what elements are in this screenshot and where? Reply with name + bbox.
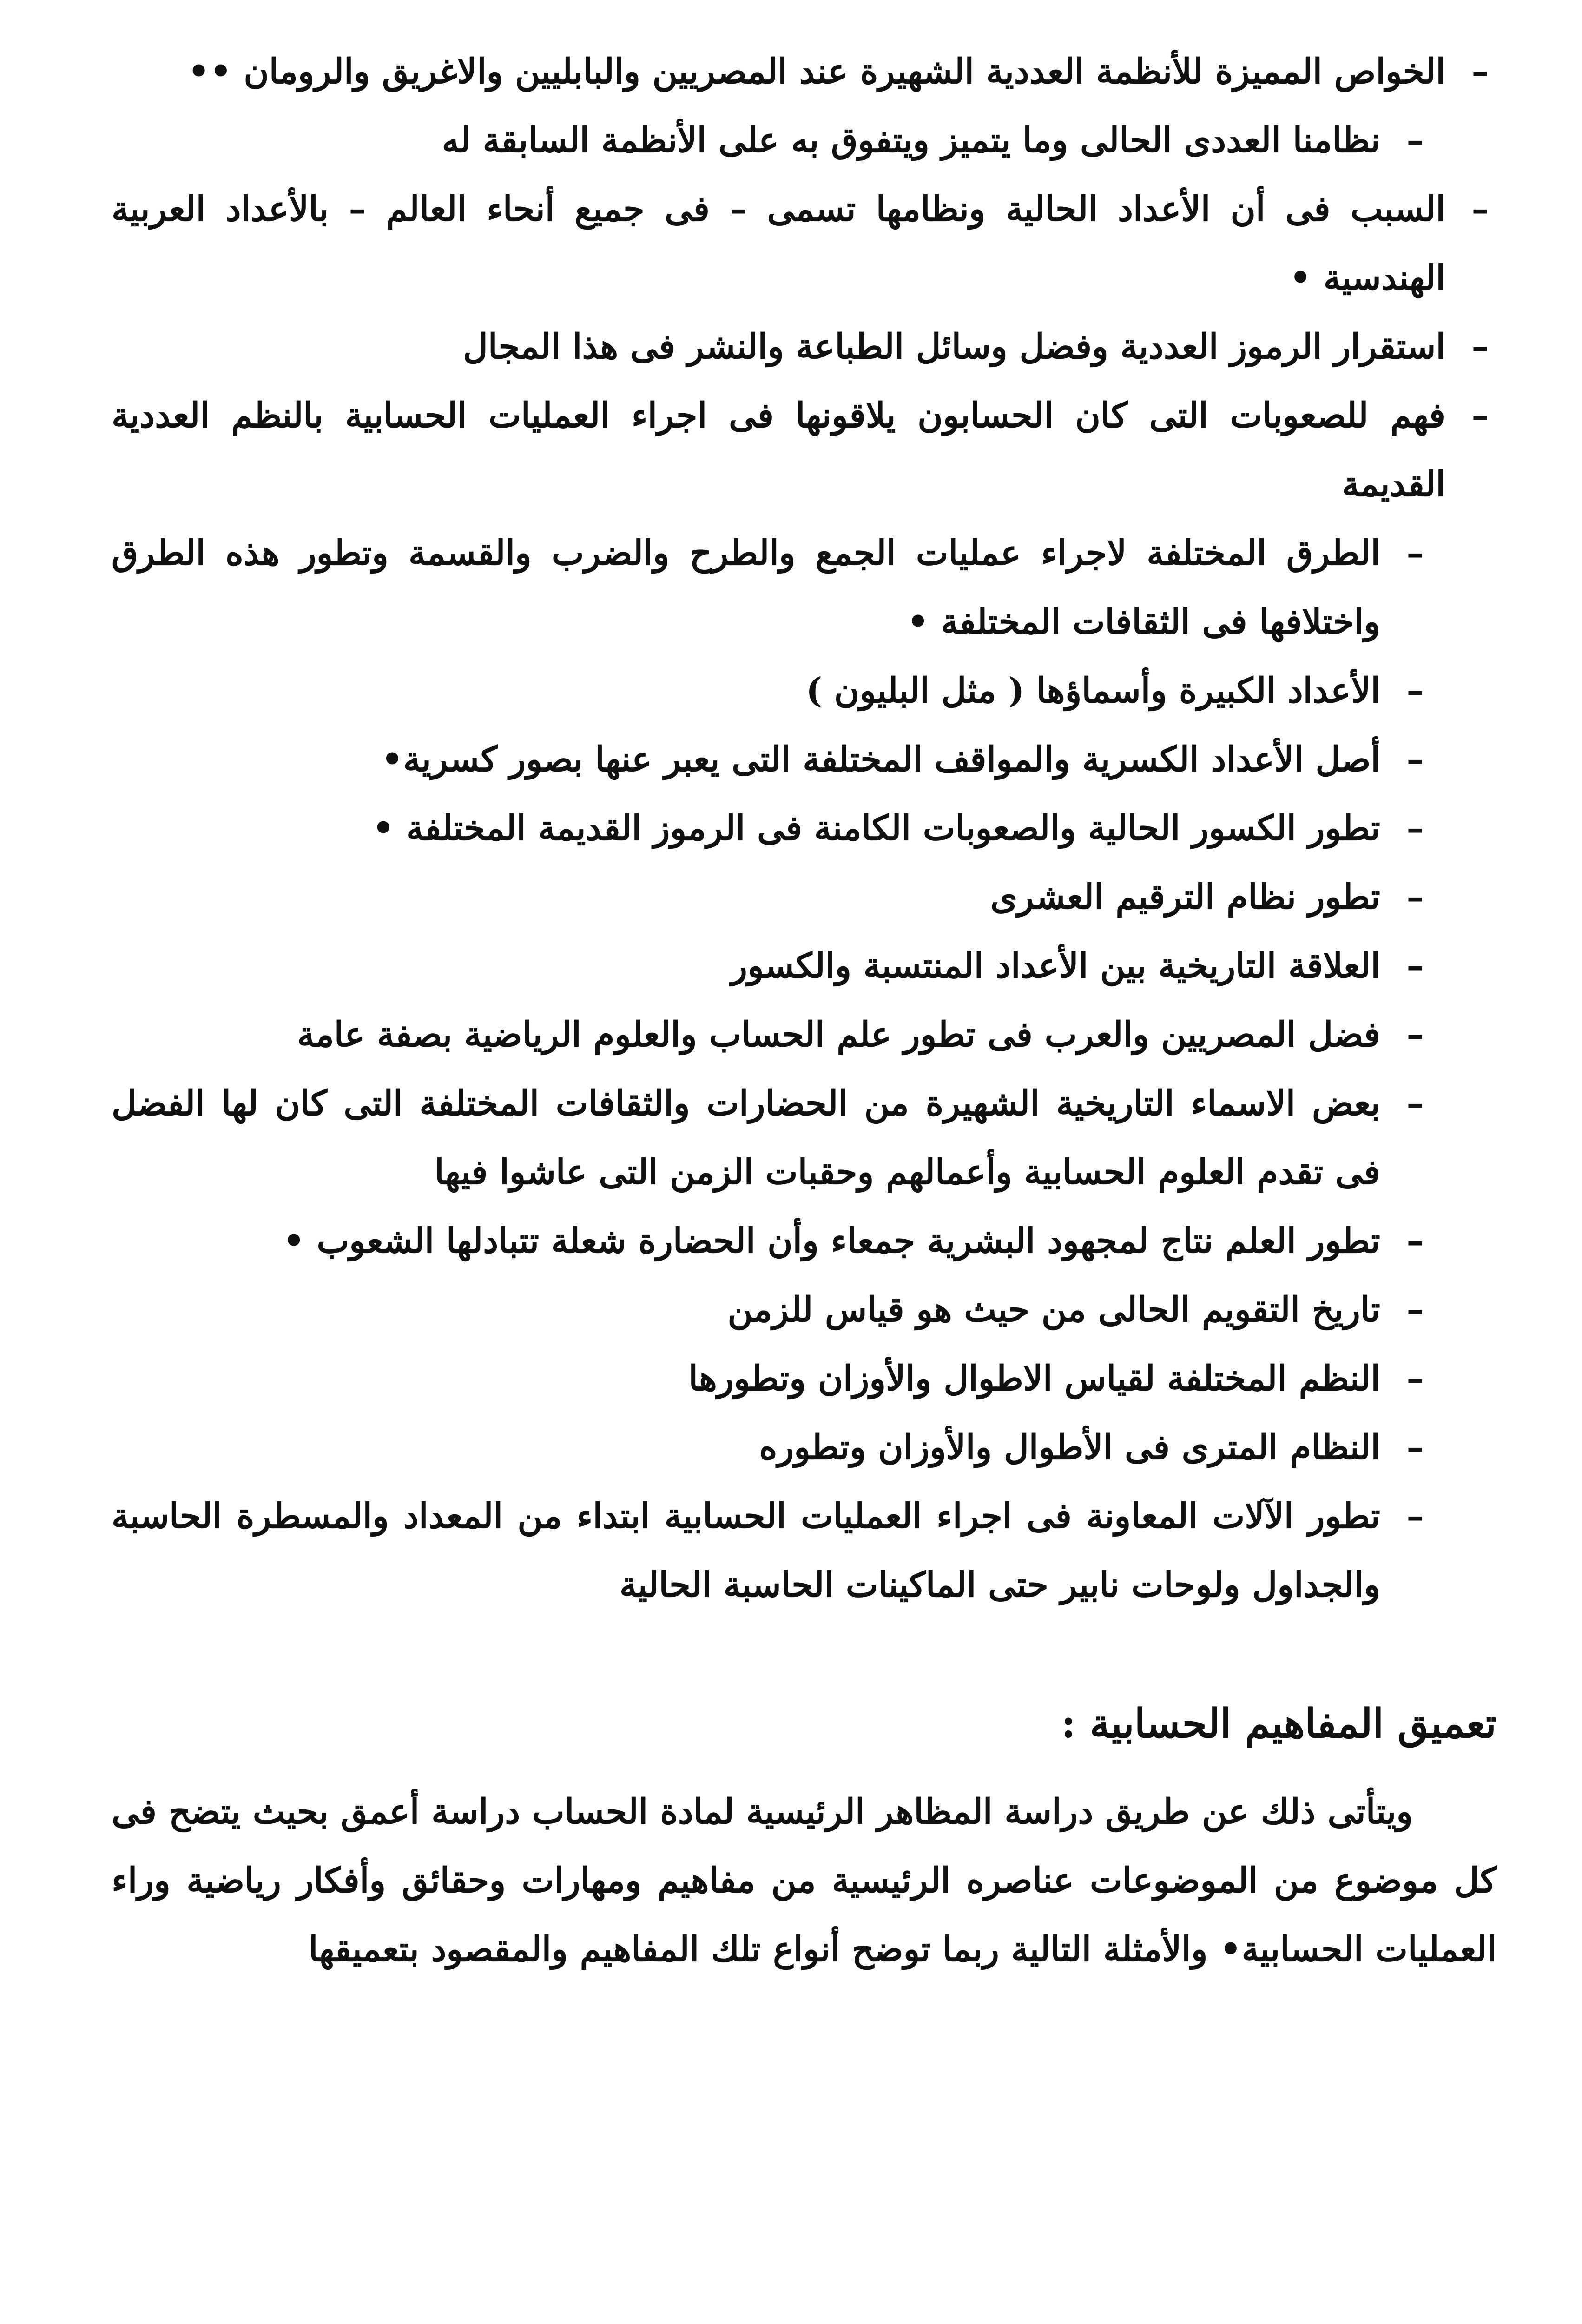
section-heading: تعميق المفاهيم الحسابية :	[1061, 1700, 1496, 1747]
list-item	[112, 656, 1496, 725]
list-item	[112, 1069, 1496, 1207]
list-item-text: استقرار الرموز العددية وفضل وسائل الطباعة والنشر فى هذا المجال	[463, 327, 1445, 367]
bullet-dash: –	[1471, 396, 1489, 436]
section-paragraph: ويتأتى ذلك عن طريق دراسة المظاهر الرئيسية لمادة الحساب دراسة أعمق بحيث يتضح فى كل موضوع من الموضوعات عناصره الرئيسية من مفاهيم ومهارات وحقائق وأفكار رياضية وراء العمليات الحسابية• والأمثلة التالية ربما توضح أنواع تلك المفاهيم والمقصود بتعميقها	[112, 1792, 1496, 1969]
list-item	[112, 37, 1496, 106]
bullet-dash: –	[1406, 946, 1424, 986]
list-item-text: بعض الاسماء التاريخية الشهيرة من الحضارات والثقافات المختلفة التى كان لها الفضل فى تقدم العلوم الحسابية وأعمالهم وحقبات الزمن التى عاشوا فيها	[112, 1083, 1380, 1192]
list-item	[112, 725, 1496, 794]
list-item-text: تطور العلم نتاج لمجهود البشرية جمعاء وأن الحضارة شعلة تتبادلها الشعوب •	[283, 1221, 1380, 1261]
list-item-text: السبب فى أن الأعداد الحالية ونظامها تسمى – فى جميع أنحاء العالم – بالأعداد العربية الهندسية •	[112, 189, 1445, 298]
bullet-dash: –	[1406, 1359, 1424, 1399]
list-item-text: تطور الآلات المعاونة فى اجراء العمليات الحسابية ابتداء من المعداد والمسطرة الحاسبة والجداول ولوحات نابير حتى الماكينات الحاسبة الحالية	[112, 1496, 1380, 1605]
list-item	[112, 519, 1496, 656]
topic-list	[112, 37, 1496, 1619]
bullet-dash: –	[1406, 1290, 1424, 1330]
list-item	[112, 312, 1496, 381]
bullet-dash: –	[1406, 739, 1424, 779]
bullet-dash: –	[1406, 808, 1424, 848]
bullet-dash: –	[1406, 1015, 1424, 1055]
list-item	[112, 106, 1496, 175]
list-item-text: فضل المصريين والعرب فى تطور علم الحساب والعلوم الرياضية بصفة عامة	[297, 1015, 1380, 1055]
bullet-dash: –	[1406, 1221, 1424, 1261]
list-item-text: النظام المترى فى الأطوال والأوزان وتطوره	[759, 1427, 1380, 1467]
bullet-dash: –	[1406, 533, 1424, 573]
list-item-text: الخواص المميزة للأنظمة العددية الشهيرة عند المصريين والبابليين والاغريق والرومان ••	[188, 52, 1445, 92]
list-item	[112, 175, 1496, 312]
list-item	[112, 1413, 1496, 1482]
list-item-text: تطور الكسور الحالية والصعوبات الكامنة فى الرموز القديمة المختلفة •	[372, 808, 1380, 848]
list-item-text: فهم للصعوبات التى كان الحسابون يلاقونها فى اجراء العمليات الحسابية بالنظم العددية القديمة	[112, 396, 1445, 504]
bullet-dash: –	[1406, 877, 1424, 917]
list-item-text: أصل الأعداد الكسرية والمواقف المختلفة التى يعبر عنها بصور كسرية•	[381, 739, 1380, 779]
bullet-dash: –	[1471, 327, 1489, 367]
list-item	[112, 1275, 1496, 1344]
list-item-text: تطور نظام الترقيم العشرى	[990, 877, 1380, 917]
list-item	[112, 1207, 1496, 1275]
bullet-dash: –	[1406, 1083, 1424, 1123]
list-item-text: العلاقة التاريخية بين الأعداد المنتسبة والكسور	[731, 946, 1380, 986]
list-item	[112, 1344, 1496, 1413]
list-item-text: النظم المختلفة لقياس الاطوال والأوزان وتطورها	[688, 1359, 1380, 1399]
bullet-dash: –	[1406, 671, 1424, 711]
list-item-text: تاريخ التقويم الحالى من حيث هو قياس للزمن	[727, 1290, 1380, 1330]
list-item-text: الأعداد الكبيرة وأسماؤها ( مثل البليون )	[806, 671, 1380, 711]
list-item	[112, 931, 1496, 1000]
bullet-dash: –	[1406, 1496, 1424, 1536]
page-content	[112, 37, 1496, 2018]
list-item-text: نظامنا العددى الحالى وما يتميز ويتفوق به على الأنظمة السابقة له	[442, 120, 1380, 160]
list-item	[112, 1482, 1496, 1619]
bullet-dash: –	[1406, 120, 1424, 160]
list-item-text: الطرق المختلفة لاجراء عمليات الجمع والطرح والضرب والقسمة وتطور هذه الطرق واختلافها فى الثقافات المختلفة •	[112, 533, 1380, 642]
bullet-dash: –	[1406, 1427, 1424, 1467]
bullet-dash: –	[1471, 189, 1489, 229]
list-item	[112, 381, 1496, 519]
list-item	[112, 794, 1496, 863]
list-item	[112, 863, 1496, 931]
list-item	[112, 1000, 1496, 1069]
bullet-dash: –	[1471, 52, 1489, 92]
